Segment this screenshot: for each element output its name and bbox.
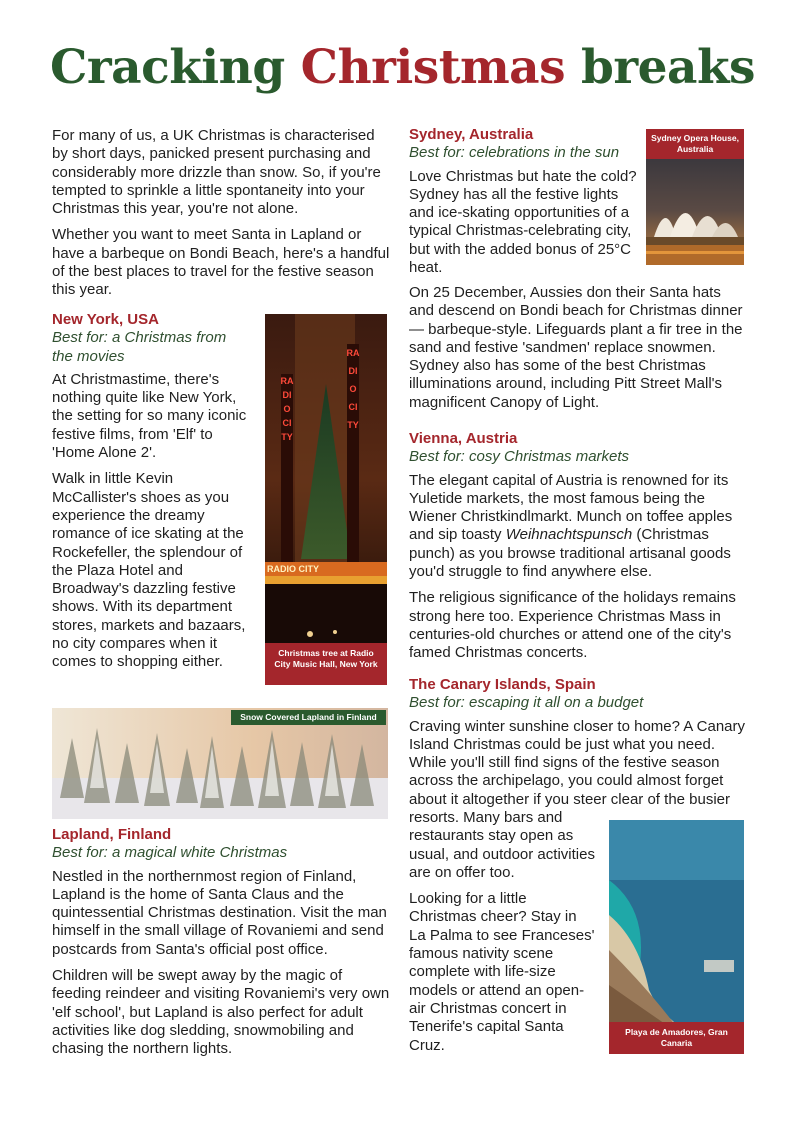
radio-city-photo <box>265 314 387 643</box>
body-paragraph: On 25 December, Aussies don their Santa hats and descend on Bondi beach for Christmas dinner — barbeque-style. Lifeguards plant a fir tree in the sand and festive 'sandmen' replace snowmen. Sydney also has some of the best Christmas illuminations around, including Pitt Street Mall's magnificent Canopy of Light. <box>409 284 743 411</box>
section-heading: Vienna, Austria <box>409 430 518 447</box>
intro-section <box>52 127 390 308</box>
intro-paragraph: Whether you want to meet Santa in Lapland or have a barbeque on Bondi Beach, here's a handful of the best places to travel for the festive season this year. <box>52 226 390 299</box>
photo-caption: Christmas tree at Radio City Music Hall, New York <box>265 643 387 685</box>
radio-city-sign: RADIO CITY <box>346 348 360 430</box>
beach-illustration <box>609 820 744 1054</box>
section-heading: The Canary Islands, Spain <box>409 676 596 693</box>
canary-section <box>409 676 749 809</box>
body-paragraph: resorts. Many bars and restaurants stay open as usual, and outdoor activities are on offer too. <box>409 809 595 881</box>
intro-paragraph: For many of us, a UK Christmas is characterised by short days, panicked present purchasing and considerably more drizzle than snow. So, if you're tempted to sprinkle a little spontaneity into your Christmas this year, you're not alone. <box>52 127 381 218</box>
section-heading: New York, USA <box>52 311 159 328</box>
section-heading: Lapland, Finland <box>52 826 172 843</box>
radio-city-marquee: RADIO CITY <box>267 564 320 574</box>
body-paragraph: Children will be swept away by the magic of feeding reindeer and visiting Rovaniemi's very own 'elf school', but Lapland is also perfect for adult activities like dog sledding, snowmobiling and chasing the northern lights. <box>52 967 390 1058</box>
body-paragraph: Looking for a little Christmas cheer? Stay in La Palma to see Franceses' famous nativity scene complete with life-size models or attend an open-air Christmas concert in Tenerife's capital Santa Cruz. <box>409 890 595 1054</box>
page-title: Cracking Christmas breaks <box>50 40 755 95</box>
body-paragraph: Walk in little Kevin McCallister's shoes as you experience the dreamy romance of ice skating at the Rockefeller, the splendour of the Plaza Hotel and Broadway's dazzling festive shows. With its department stores, markets and bazaars, no city compares when it comes to shopping either. <box>52 470 246 671</box>
section-best-for: Best for: cosy Christmas markets <box>409 448 630 466</box>
section-heading: Sydney, Australia <box>409 126 534 143</box>
section-best-for: Best for: a magical white Christmas <box>52 844 288 862</box>
body-paragraph: The elegant capital of Austria is renowned for its Yuletide markets, the most famous being the Wiener Christkindlmarkt. Munch on toffee apples and sip toasty Weihnachtspunsch (Christmas punch) as you browse traditional artisanal goods you'd struggle to find anywhere else. <box>409 471 733 581</box>
canary-section-continued <box>409 809 597 1063</box>
newyork-section <box>52 311 250 680</box>
radio-city-sign: RADIO CITY <box>280 376 294 442</box>
sydney-section-continued <box>409 284 749 420</box>
section-best-for: Best for: celebrations in the sun <box>409 144 620 162</box>
body-paragraph: Nestled in the northernmost region of Finland, Lapland is the home of Santa Claus and the quintessential Christmas destination. Visit the man himself in the small village of Rovaniemi and send postcards from Santa's official post office. <box>52 867 387 958</box>
body-paragraph: Craving winter sunshine closer to home? A Canary Island Christmas could be just what you need. While you'll still find signs of the festive season across the archipelago, you could almost forget about it altogether if you steer clear of the busier <box>409 717 746 808</box>
photo-caption: Snow Covered Lapland in Finland <box>231 710 386 725</box>
body-paragraph: At Christmastime, there's nothing quite like New York, the setting for so many iconic festive films, from 'Elf' to 'Home Alone 2'. <box>52 370 247 462</box>
canary-photo <box>609 820 744 1054</box>
section-best-for: Best for: escaping it all on a budget <box>409 694 644 712</box>
vienna-section <box>409 430 749 671</box>
body-paragraph: Love Christmas but hate the cold? Sydney has all the festive lights and ice-skating opportunities of a typical Christmas-celebrating city, but with the added bonus of 25°C heat. <box>409 167 637 277</box>
sydney-section <box>409 126 637 285</box>
section-best-for: Best for: a Christmas from the movies <box>52 329 227 365</box>
lapland-section <box>52 826 392 1067</box>
photo-caption: Sydney Opera House, Australia <box>646 129 744 159</box>
radio-city-illustration <box>265 314 387 643</box>
body-paragraph: The religious significance of the holidays remains strong here too. Experience Christmas Mass in centuries-old churches or attend one of the city's famed Christmas concerts. <box>409 589 736 662</box>
photo-caption: Playa de Amadores, Gran Canaria <box>609 1022 744 1054</box>
